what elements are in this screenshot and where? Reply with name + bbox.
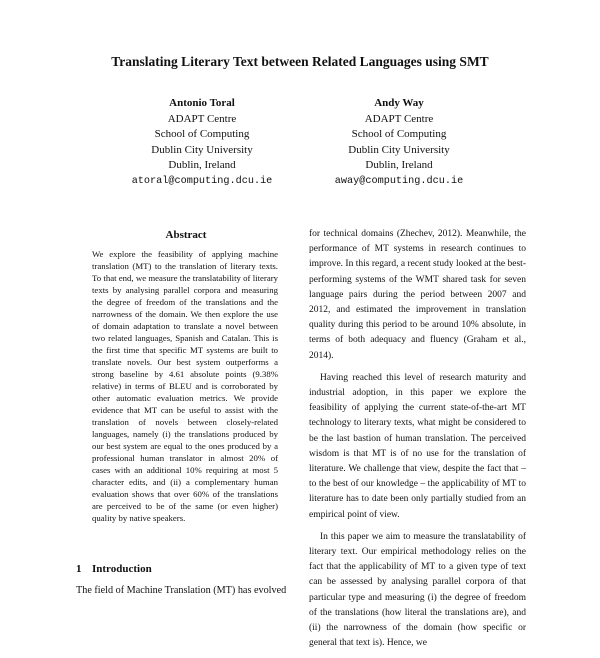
author-affiliation-line: ADAPT Centre — [167, 112, 237, 125]
body-paragraph: Having reached this level of research maturity and industrial adoption, in this paper we explore the feasibility of applying the current state-of-the-art MT technology to literary texts, what might be considered to be the last bastion of human translation. The perceived wisdom is that MT is of no use for the translation of literature. We challenge that view, despite the fact that – to the best of our knowledge – the applicability of MT to literature has to date been only partially studied from an empirical point of view. — [309, 372, 526, 520]
body-paragraph: for technical domains (Zhechev, 2012). Meanwhile, the performance of MT systems in research continues to improve. In this regard, a recent study looked at the best-performing systems of the WMT shared task for seven language pairs during the period between 2007 and 2012, and estimated the improvement in translation quality during this period to be around 10% absolute, in terms of both adequacy and fluency (Graham et al., 2014). — [309, 229, 526, 361]
section-title: Introduction — [92, 563, 152, 575]
author-email: atoral@computing.dcu.ie — [131, 175, 273, 187]
author-affiliation-line: ADAPT Centre — [364, 112, 434, 125]
author-email: away@computing.dcu.ie — [334, 175, 464, 187]
introduction-first-line: The field of Machine Translation (MT) has evolved — [76, 585, 287, 596]
author-affiliation-line: School of Computing — [154, 128, 250, 140]
author-name: Andy Way — [374, 97, 424, 109]
author-affiliation-line: Dublin, Ireland — [168, 159, 236, 171]
right-column — [309, 227, 526, 658]
author-affiliation-line: Dublin, Ireland — [365, 159, 433, 171]
abstract-text: We explore the feasibility of applying machine translation (MT) to the translation of literary texts. To that end, we measure the translatability of literary texts by analysing parallel corpora and measuring the degree of freedom of the translations and the narrowness of the domain. We then explore the use of domain adaptation to translate a novel between two related languages, Spanish and Catalan. This is the first time that specific MT systems are built to translate novels. Our best system outperforms a strong baseline by 4.61 absolute points (9.38% relative) in terms of BLEU and is corroborated by other automatic evaluation metrics. We provide evidence that MT can be useful to assist with the translation of novels between closely-related languages, namely (i) the translations produced by our best system are equal to the ones produced by a professional human translator in almost 20% of cases with an additional 10% requiring at most 5 character edits, and (ii) a complementary human evaluation shows that over 60% of the translations are perceived to be of the same (or even higher) quality by native speakers. — [92, 249, 278, 523]
section-heading-introduction — [76, 563, 152, 575]
author-name: Antonio Toral — [169, 97, 235, 109]
paper-title: Translating Literary Text between Related Languages using SMT — [111, 54, 489, 69]
author-affiliation-line: School of Computing — [351, 128, 447, 140]
author-block-1 — [107, 96, 297, 189]
section-number: 1 — [76, 563, 82, 575]
abstract-heading: Abstract — [165, 229, 207, 241]
body-paragraph: In this paper we aim to measure the translatability of literary text. Our empirical methodology relies on the fact that the applicability of MT to a given type of text can be assessed by analysing parallel corpora of that particular type and measuring (i) the degree of freedom of the translations (how literal the translations are), and (ii) the narrowness of the domain (how specific or general that text is). Hence, we — [309, 531, 526, 649]
author-affiliation-line: Dublin City University — [151, 143, 253, 156]
author-affiliation-line: Dublin City University — [348, 143, 450, 156]
author-block-2 — [304, 96, 494, 189]
